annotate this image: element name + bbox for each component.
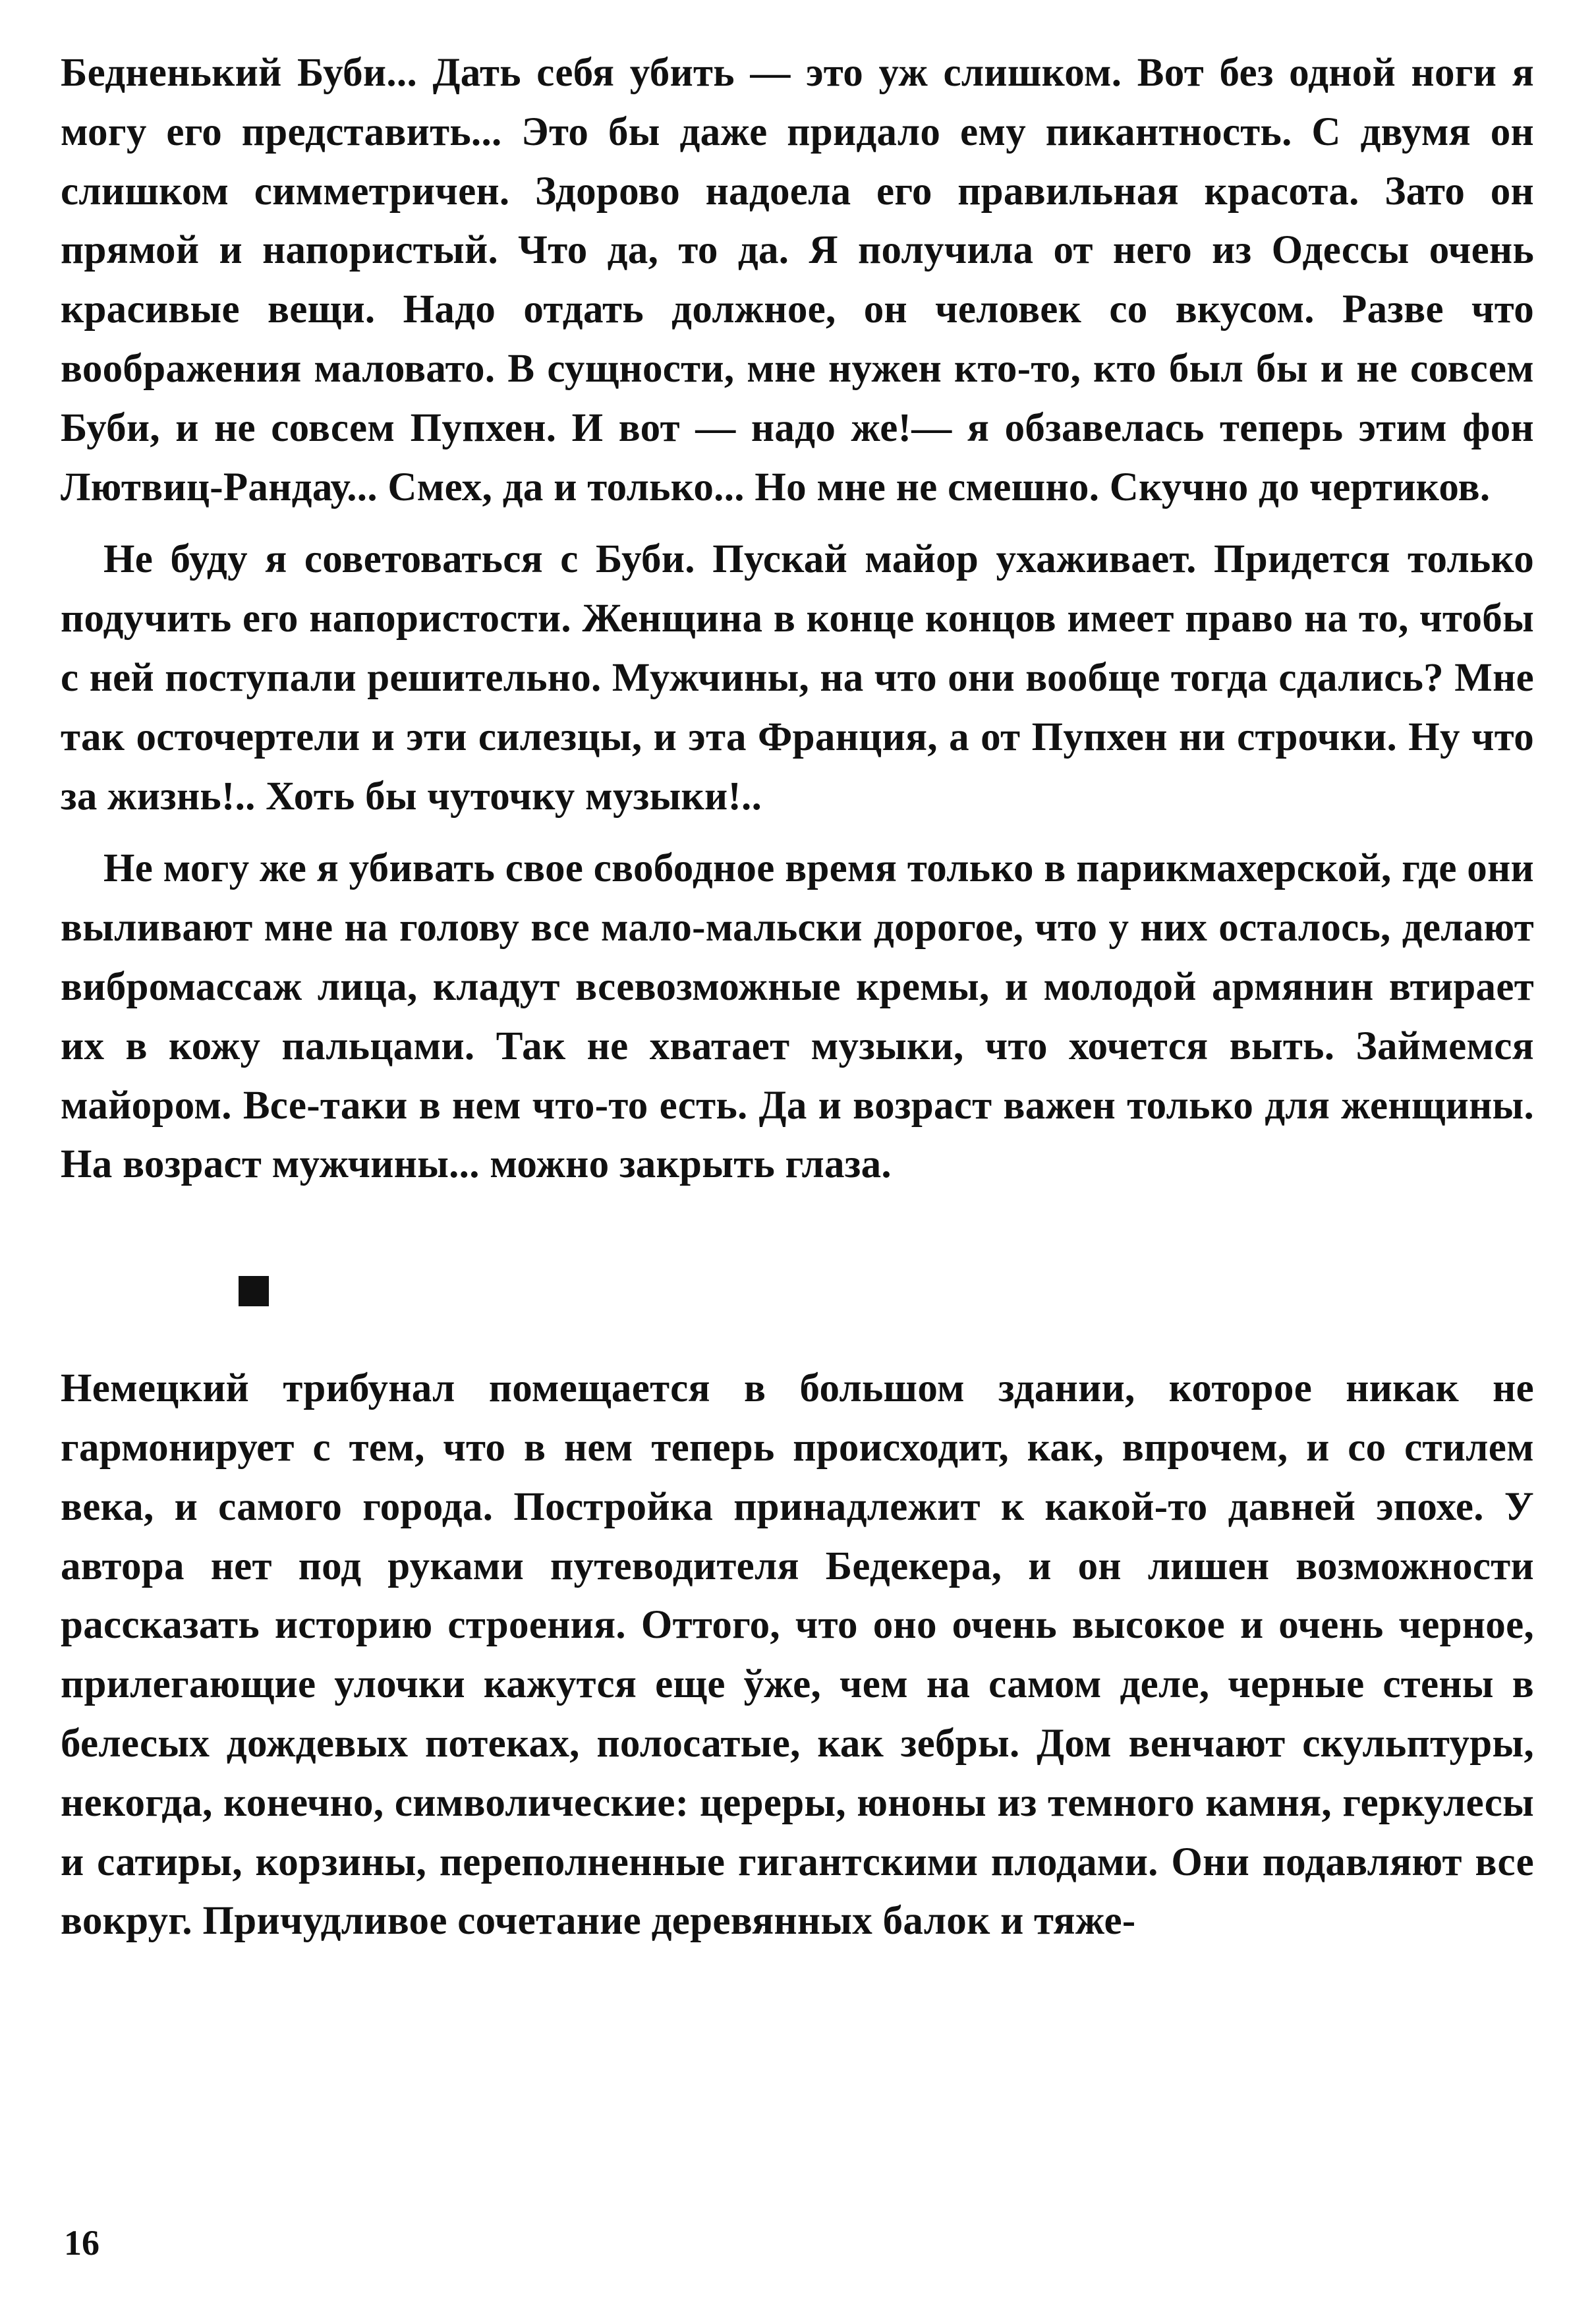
- page-number: 16: [64, 2223, 100, 2263]
- paragraph-3: Не могу же я убивать свое свободное время только в парикмахерской, где они выливают мне на голову все мало-мальски дорогое, что у них осталось, делают вибромассаж лица, кладут всевозможные кремы, и молодой армянин втирает их в кожу пальцами. Так не хватает музыки, что хочется выть. Займемся майором. Все-таки в нем что-то есть. Да и возраст важен только для женщины. На возраст мужчины... можно закрыть глаза.: [61, 846, 1534, 1187]
- section-separator: [61, 1194, 1534, 1359]
- paragraph-1: Бедненький Буби... Дать себя убить — это уж слишком. Вот без одной ноги я могу его представить... Это бы даже придало ему пикантность. С двумя он слишком симметричен. Здорово надоела его правильная красота. Зато он прямой и напористый. Что да, то да. Я получила от него из Одессы очень красивые вещи. Надо отдать должное, он человек со вкусом. Разве что воображения маловато. В сущности, мне нужен кто-то, кто был бы и не совсем Буби, и не совсем Пупхен. И вот — надо же!— я обзавелась теперь этим фон Лютвиц-Рандау... Смех, да и только... Но мне не смешно. Скучно до чертиков.: [61, 51, 1534, 509]
- paragraph-2: Не буду я советоваться с Буби. Пускай майор ухаживает. Придется только подучить его напористости. Женщина в конце концов имеет право на то, чтобы с ней поступали решительно. Мужчины, на что они вообще тогда сдались? Мне так осточертели и эти силезцы, и эта Франция, а от Пупхен ни строчки. Ну что за жизнь!.. Хоть бы чуточку музыки!..: [61, 537, 1534, 819]
- black-square-icon: [239, 1276, 269, 1306]
- book-page: [61, 43, 1534, 2284]
- paragraph-4: Немецкий трибунал помещается в большом здании, которое никак не гармонирует с тем, что в нем теперь происходит, как, впрочем, и со стилем века, и самого города. Постройка принадлежит к какой-то давней эпохе. У автора нет под руками путеводителя Бедекера, и он лишен возможности рассказать историю строения. Оттого, что оно очень высокое и очень черное, прилегающие улочки кажутся еще ўже, чем на самом деле, черные стены в белесых дождевых потеках, полосатые, как зебры. Дом венчают скульптуры, некогда, конечно, символические: цереры, юноны из темного камня, геркулесы и сатиры, корзины, переполненные гигантскими плодами. Они подавляют все вокруг. Причудливое сочетание деревянных балок и тяже-: [61, 1366, 1534, 1944]
